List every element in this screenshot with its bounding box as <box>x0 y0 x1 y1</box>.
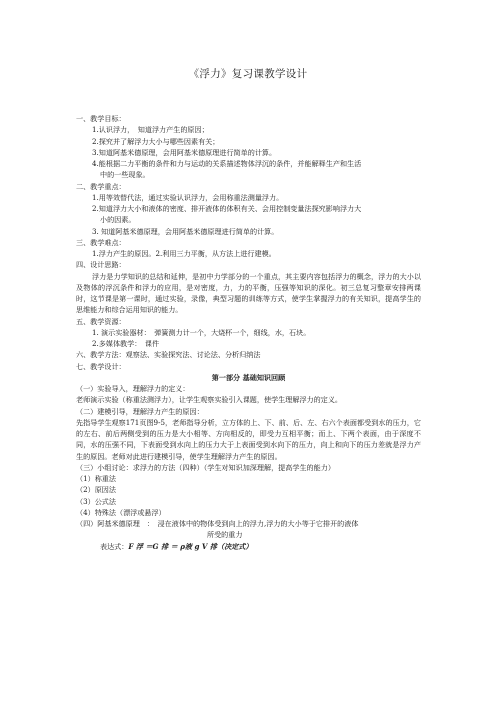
resource-item: 2.多媒体教学： 课件 <box>92 339 160 348</box>
difficulty-text: 1.浮力产生的原因。2.利用三力平衡，从方法上进行建模。 <box>92 249 276 258</box>
design-idea-heading: 四、设计思路： <box>76 260 126 270</box>
step-three-heading: （三）小组讨论：求浮力的方法（四种）（学生对知识加深理解，提高学生的能力） <box>76 462 335 472</box>
formula-label: 表达式： <box>100 541 129 551</box>
goal-item: 4.能根据二力平衡的条件和力与运动的关系描述物体浮沉的条件，并能解释生产和生活 <box>92 159 362 168</box>
formula: F 浮 ＝G 排 ＝ ρ液 g V 排（决定式） <box>128 541 253 551</box>
key-point-item: 3. 知道阿基米德原理，会用阿基米德原理进行简单的计算。 <box>92 226 279 236</box>
method-item: （1）称重法 <box>76 474 116 483</box>
step-two-heading: （二）建模引导，理解浮力产生的原因： <box>76 406 204 416</box>
step-one-heading: （一）实验导入，理解浮力的定义： <box>76 384 190 393</box>
key-point-item-continued: 小的因素。 <box>100 215 136 225</box>
method-item: （2）原因法 <box>76 485 116 495</box>
design-idea-paragraph: 浮力是力学知识的总结和延伸，是初中力学部分的一个重点，其主要内容包括浮力的概念，浮力的大小以及物体的浮沉条件和浮力的应用，是对密度，力，力的平衡，压强等知识的深化。初三总复习整章安排两课时，这节课是第一课时，通过实验，录像，典型习题的训练等方式，使学生掌握浮力的有关知识，提高学生的思维能力和综合运用知识的能力。 <box>76 271 421 315</box>
method-item: （3）公式法 <box>76 496 116 506</box>
key-point-item: 1.用等效替代法，通过实验认识浮力，会用称重法测量浮力。 <box>92 192 284 202</box>
step-two-text: 先指导学生观察171页图9-5，老师指导分析，立方体的上、下、前、后、左、右六个表面都受到水的压力，它的左右、前后两侧受到的压力是大小相等、方向相反的，即受力互相平衡；而上、下两个表面，由于深度不同，水的压强不同，下表面受到水向上的压力大于上表面受到水向下的压力，向上和向下的压力差就是浮力产生的原因。老师对此进行建模引导，使学生理解浮力产生的原因。 <box>76 417 421 461</box>
goal-item: 1.认识浮力， 知道浮力产生的原因； <box>92 125 209 135</box>
archimedes-principle-continued: 所受的重力 <box>207 530 243 540</box>
resources-heading: 五、教学资源： <box>76 316 126 326</box>
key-points-heading: 二、教学重点： <box>76 181 126 191</box>
resource-item: 1. 演示实验器材： 弹簧测力计一个，大烧杯一个，细线，水，石块。 <box>92 327 311 337</box>
key-point-item: 2.知道浮力大小和液体的密度、排开液体的体积有关、会用控制变量法探究影响浮力大 <box>92 204 362 213</box>
methods-heading: 六、教学方法：观察法、实验探究法、讨论法、分析归纳法 <box>76 350 261 360</box>
part-one-title: 第一部分 基础知识回顾 <box>211 372 286 382</box>
document-body <box>76 113 421 552</box>
method-item: （4）特殊法（漂浮或悬浮） <box>76 507 166 517</box>
goal-item: 3.知道阿基米德原理，会用阿基米德原理进行简单的计算。 <box>92 147 277 157</box>
goal-item-continued: 中的一些现象。 <box>100 170 150 180</box>
goals-heading: 一、教学目标： <box>76 114 126 123</box>
formula-line <box>76 541 421 552</box>
difficulty-heading: 三、教学难点： <box>76 237 126 247</box>
goal-item: 2.探究并了解浮力大小与哪些因素有关； <box>92 136 220 146</box>
archimedes-principle: （四）阿基米德原理 ： 浸在液体中的物体受到向上的浮力,浮力的大小等于它排开的液体 <box>76 519 359 528</box>
document-title: 《浮力》复习课教学设计 <box>188 68 308 80</box>
design-heading: 七、教学设计： <box>76 361 126 371</box>
step-one-text: 老师演示实验（称重法测浮力），让学生观察实验引入课题，使学生理解浮力的定义。 <box>76 395 343 405</box>
